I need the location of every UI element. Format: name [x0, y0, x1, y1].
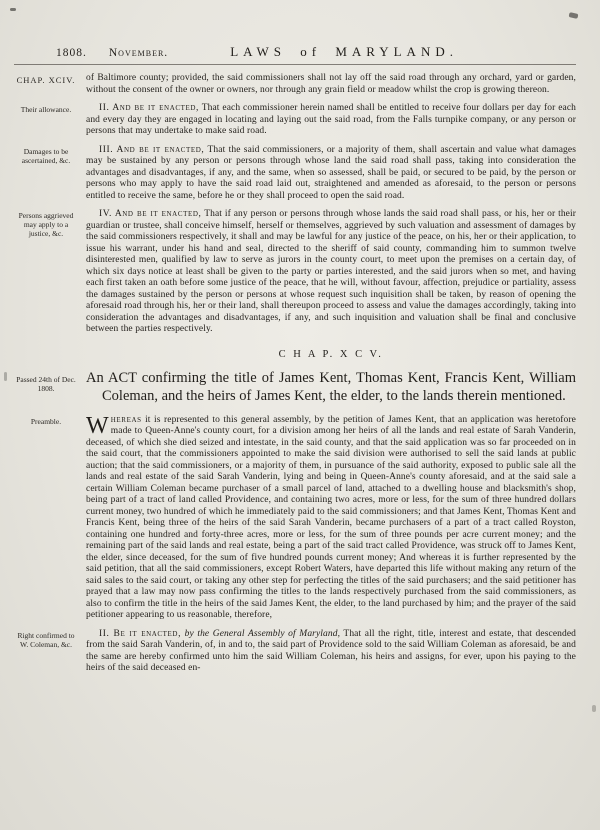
- paragraph-section-3: [86, 145, 576, 203]
- scan-artifact: [569, 12, 579, 19]
- margin-note-aggrieved: Persons aggrieved may apply to a justice, &c.: [18, 211, 74, 238]
- scan-artifact: [592, 705, 596, 712]
- margin-chapter-number: CHAP. XCIV.: [16, 75, 76, 85]
- margin-note-damages: Damages to be ascertained, &c.: [21, 146, 71, 165]
- section-lead: III. And be it enacted,: [99, 144, 205, 155]
- paragraph-section-2: [86, 103, 576, 138]
- paragraph-row: [14, 73, 576, 96]
- section-lead: IV. And be it enacted,: [99, 209, 202, 219]
- paragraph-row: [14, 145, 576, 203]
- margin-note-passed-date: Passed 24th of Dec. 1808.: [16, 374, 76, 393]
- enacting-paragraph: [86, 629, 576, 675]
- preamble-paragraph: [86, 412, 576, 622]
- act-title: An ACT confirming the title of James Kent, Thomas Kent, Francis Kent, William Coleman, and the heirs of James Kent, the elder, to the lands therein mentioned.: [86, 369, 576, 404]
- section-lead: II. Be it enacted,: [99, 628, 182, 639]
- scan-artifact: [4, 372, 7, 381]
- paragraph-text: of Baltimore county; provided, the said commissioners shall not lay off the said road through any orchard, yard or garden, without the consent of the owner or owners, nor through any grain field or meadow whilst the crop is growing thereon.: [86, 73, 576, 95]
- paragraph-row: [14, 103, 576, 138]
- paragraph-text: That all the right, title, interest and estate, that descended from the said Sarah Vanderin, of, in and to, the said part of Providence sold to the said William Coleman as aforesaid, be and the same are hereby confirmed unto him the said William Coleman, his heirs and assigns, for ever, upon his paying to the heirs of the said deceased en-: [86, 628, 577, 673]
- drop-cap: W: [86, 412, 109, 439]
- act-title-row: [14, 369, 576, 408]
- paragraph-section-4: [86, 209, 576, 336]
- paragraph-continuation: [86, 73, 576, 96]
- margin-spacer: [14, 343, 78, 362]
- paragraph-text: it is represented to this general assembly, by the petition of James Kent, that an application was heretofore made to Queen-Anne's county court, for a division among her heirs of all the lands and real estate of Sarah Vanderin, deceased, of which she died seized and intestate, in the said county, and that the said application was so far proceeded on in the said court, that the commissioners appointed to make the said division were authorised to sell the said lands at public auction; that the said commissioners, or a majority of them, in pursuance of the said authority, exposed to public sale all the lands and real estate of the said Sarah Vanderin, lying and being in Queen-Anne's county aforesaid, and at the said sale a certain William Coleman became purchaser of a small parcel of land, attached to a dwelling house and blacksmith's shop, being part of a tract of land called Providence, and containing two acres, more or less, for the sum of three hundred dollars current money, two hundred of which he immediately paid to the said commissioners; and that James Kent, Thomas Kent and Francis Kent, being three of the heirs of the said Sarah Vanderin, became purchasers of a part of a tract called Royston, containing one hundred and forty-three acres, more or less, for the sum of three pounds per acre current money; and the remaining part of the said lands and real estate, being a part of the said tract called Providence, was struck off to James Kent, the elder, since deceased, for the sum of five hundred pounds current money; And whereas it is further represented by the said petition, that all the said commissioners, except Robert Waters, have departed this life without making any return of the said sales to the said court, or taking any other step for perfecting the titles of the said purchasers; and the said petitioner has prayed that a law may now pass confirming the titles to the lands respectively purchased from the said commissioners, as also to confirm the title in the heirs of the said James Kent, the elder, to the land purchased by him; and the prayer of the said petitioner appearing to us reasonable, therefore,: [86, 414, 576, 620]
- scan-artifact: [10, 8, 16, 11]
- margin-note-right-confirmed: Right confirmed to W. Coleman, &c.: [17, 630, 75, 649]
- paragraph-row: [14, 209, 576, 336]
- paragraph-text: That each commissioner herein named shall be entitled to receive four dollars per day for each and every day they are engaged in locating and laying out the said road, from the Falls turnpike company, or any person or persons that may undertake to make said road.: [86, 103, 576, 136]
- preamble-lead: hereas: [110, 414, 142, 425]
- enacting-clause: by the General Assembly of Maryland,: [184, 628, 341, 639]
- header-year: 1808.: [56, 47, 87, 59]
- paragraph-row: [14, 629, 576, 675]
- header-title: LAWS of MARYLAND.: [230, 44, 458, 59]
- paragraph-text: That the said commissioners, or a majority of them, shall ascertain and value what damages may be sustained by any person or persons through whose land the said road shall pass, taking into consideration the advantages and disadvantages, if any, and the same, when so assessed, shall be paid, or secured to be paid, by the person or persons who may apply to have the said road laid out, straightened and amended as aforesaid, to the person or persons entitled to receive the same, before he or they shall proceed to open the said road.: [86, 144, 576, 201]
- margin-note-preamble: Preamble.: [30, 416, 62, 426]
- margin-note-allowance: Their allowance.: [20, 105, 72, 114]
- paragraph-row: [14, 412, 576, 622]
- paragraph-text: That if any person or persons through whose lands the said road shall pass, or his, her or their guardian or trustee, shall conceive himself, herself or themselves, aggrieved by such valuation and assessment of damages by the said commissioners respectively, it shall and may be lawful for any justice of the peace, on his, her or their application, to issue his warrant, under his hand and seal, directed to the sheriff of said county, commanding him to summon twelve disinterested men, qualified by law to serve as jurors in the county court, to meet upon the premises on a certain day, of which six days notice at least shall be given to the party or parties interested, and the said jurors when so met, and having each first taken an oath before some justice of the peace, that he will, without favour, affection, prejudice or partiality, assess the damages sustained by the person or persons at whose request such inquisition shall be taken, by reason of opening the aforesaid road through his, her or their land, shall thereupon proceed to assess and value the damages accordingly, taking into consideration the advantages and disadvantages, if any, and such inquisition and valuation shall be final and conclusive between the parties respectively.: [86, 209, 576, 334]
- chapter-heading: C H A P. X C V.: [278, 348, 384, 360]
- running-header: [14, 44, 576, 65]
- header-month: November.: [108, 47, 169, 59]
- section-lead: II. And be it enacted,: [99, 103, 200, 113]
- chapter-heading-row: [14, 343, 576, 362]
